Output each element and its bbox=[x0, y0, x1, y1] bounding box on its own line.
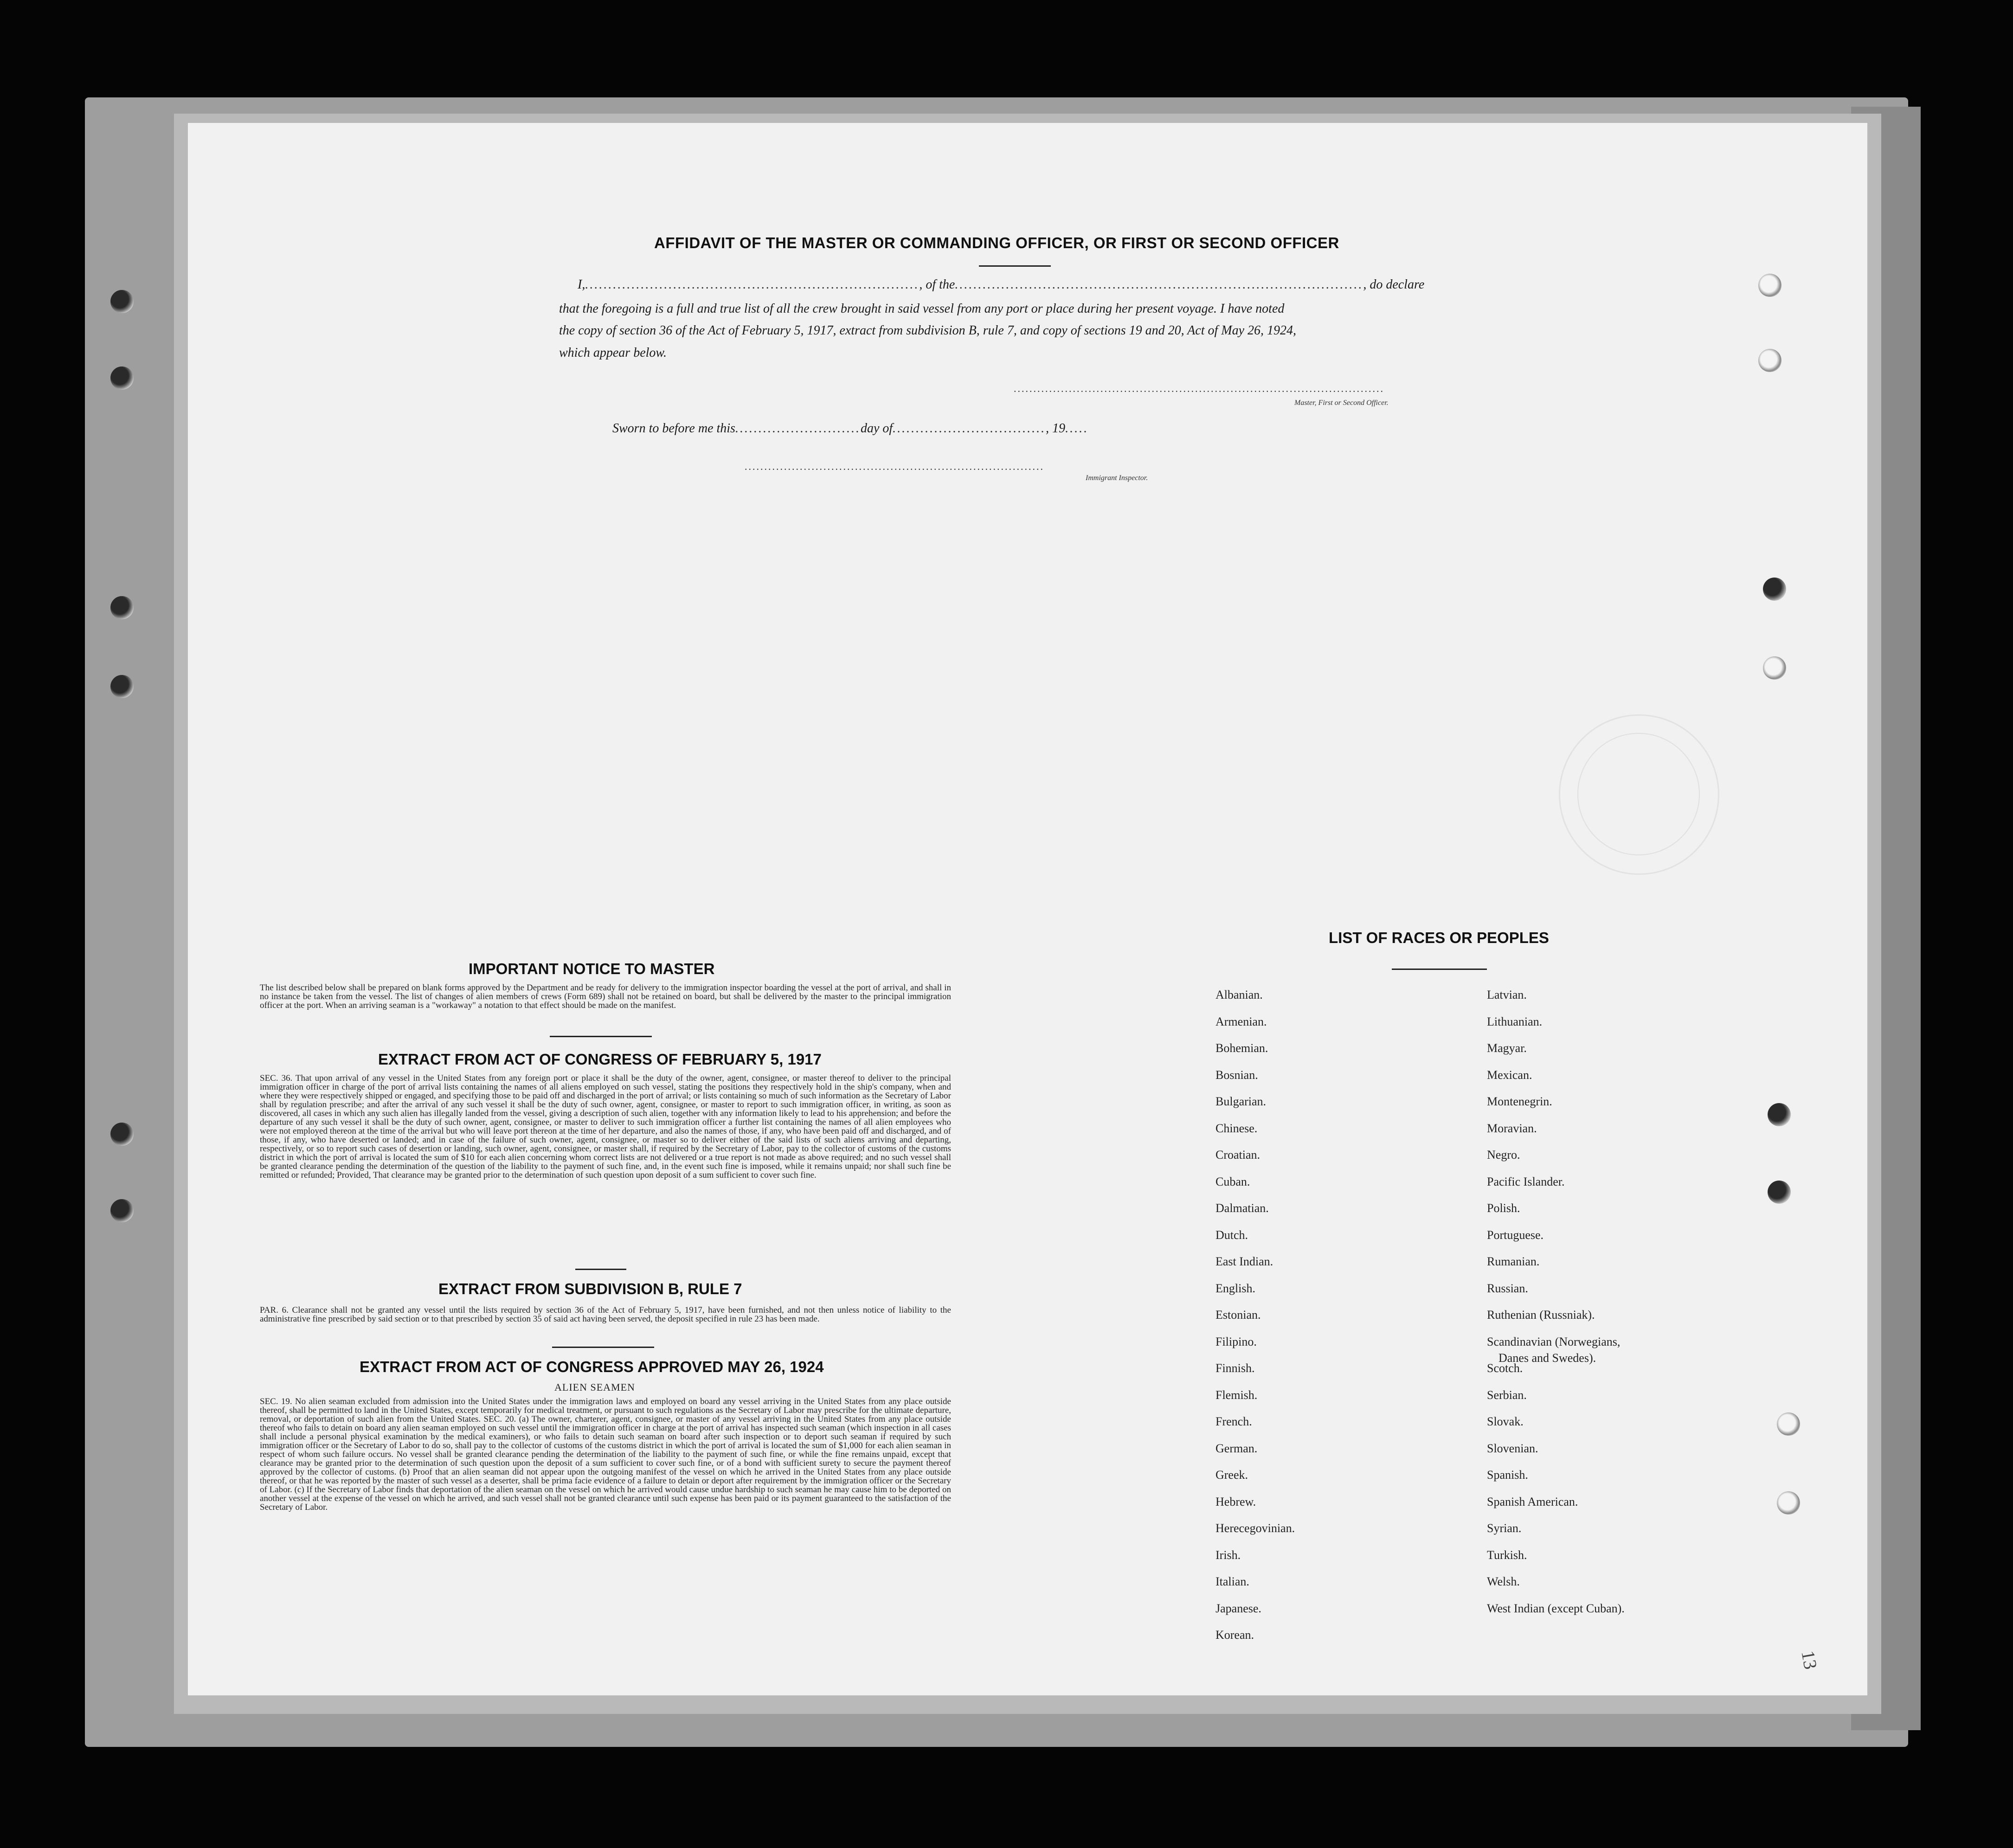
race-item-left: English. bbox=[1216, 1281, 1255, 1295]
race-item-right: Negro. bbox=[1487, 1148, 1520, 1161]
race-item-left: Herecegovinian. bbox=[1216, 1521, 1295, 1535]
punch-hole bbox=[1777, 1412, 1800, 1436]
master-signature-line: .............................................................................................. bbox=[1014, 383, 1384, 394]
extract-1924-subtitle: ALIEN SEAMEN bbox=[554, 1381, 635, 1393]
race-item-left: Estonian. bbox=[1216, 1308, 1261, 1322]
affidavit-declare-label: , do declare bbox=[1363, 277, 1425, 292]
master-caption: Master, First or Second Officer. bbox=[1294, 399, 1389, 407]
extract-1917-title: EXTRACT FROM ACT OF CONGRESS OF FEBRUARY 5, 1917 bbox=[378, 1051, 822, 1068]
races-title-rule bbox=[1392, 969, 1487, 970]
faint-seal-stamp-inner bbox=[1577, 733, 1700, 855]
punch-hole bbox=[1758, 274, 1781, 297]
race-item-right: Rumanian. bbox=[1487, 1255, 1540, 1268]
extract-1924-text: SEC. 19. No alien seaman excluded from admission into the United States under the immigration laws and employed on board any vessel arriving in the United States from any place outside thereof, shall be permitted to land in the United States, except temporarily for medical treatment, or pursuant to such regulations as the Secretary of Labor may prescribe for the ultimate departure, removal, or deportation of such alien from the United States. SEC. 20. (a) The owner, charterer, agent, consignee, or master of any vessel arriving in the United States from any place outside thereof who fails to detain on board any alien seaman employed on such vessel until the immigration officer in charge at the port of arrival has inspected such seaman (which inspection in all cases shall include a personal physical examination by the medical examiners), or who fails to detain such seaman on board after such inspection or to deport such seaman if required by such immigration officer or the Secretary of Labor to do so, shall pay to the collector of customs of the customs district in which the port of arrival is located the sum of $1,000 for each alien seaman in respect of whom such failure occurs. No vessel shall be granted clearance pending the determination of the liability to the payment of such fine, or while the fine remains unpaid, except that clearance may be granted prior to the determination of such question upon the deposit of a sum sufficient to cover such fine, or of a bond with sufficient surety to secure the payment thereof approved by the collector of customs. (b) Proof that an alien seaman did not appear upon the outgoing manifest of the vessel on which he arrived in the United States from any place outside thereof, or that he was reported by the master of such vessel as a deserter, shall be prima facie evidence of a failure to detain or deport after requirement by the immigration officer or the Secretary of Labor. (c) If the Secretary of Labor finds that deportation of the alien seaman on the vessel on which he arrived would cause undue hardship to such seaman he may cause him to be deported on another vessel at the expense of the vessel on which he arrived, and such vessel shall not be granted clearance until such expense has been paid or its payment guaranteed to the satisfaction of the Secretary of Labor. bbox=[260, 1397, 951, 1512]
punch-hole bbox=[1777, 1491, 1800, 1514]
binder-hole bbox=[110, 366, 134, 390]
affidavit-title: AFFIDAVIT OF THE MASTER OR COMMANDING OFFICER, OR FIRST OR SECOND OFFICER bbox=[654, 234, 1339, 251]
extract-1924-title: EXTRACT FROM ACT OF CONGRESS APPROVED MAY 26, 1924 bbox=[360, 1358, 824, 1375]
binder-hole bbox=[110, 1123, 134, 1146]
race-item-right: Scotch. bbox=[1487, 1361, 1523, 1375]
race-item-right: Mexican. bbox=[1487, 1068, 1532, 1082]
race-item-left: French. bbox=[1216, 1415, 1252, 1428]
inspector-caption: Immigrant Inspector. bbox=[1086, 474, 1148, 482]
notice-text: The list described below shall be prepared on blank forms approved by the Department and be ready for delivery to the immigration inspector boarding the vessel at the port of arrival, and shall in no instance be taken from the vessel. The list of changes of alien members of crews (Form 689) shall not be retained on board, but shall be delivered by the master to the principal immigration officer at the port. When an arriving seaman is a "workaway" a notation to that effect should be made on the manifest. bbox=[260, 983, 951, 1010]
race-item-left: Cuban. bbox=[1216, 1174, 1250, 1188]
race-item-left: Hebrew. bbox=[1216, 1495, 1256, 1508]
race-item-right: Danes and Swedes). bbox=[1498, 1351, 1596, 1365]
punch-hole bbox=[1763, 578, 1786, 601]
race-item-right: Magyar. bbox=[1487, 1041, 1527, 1055]
race-item-left: Bulgarian. bbox=[1216, 1095, 1267, 1108]
affidavit-line-3: the copy of section 36 of the Act of February 5, 1917, extract from subdivision B, rule 7, and copy of sections 19 and 20, Act of May 26, 1924, bbox=[559, 323, 1297, 338]
race-item-right: Scandinavian (Norwegians, bbox=[1487, 1335, 1621, 1348]
race-item-right: Spanish. bbox=[1487, 1468, 1528, 1482]
race-item-right: Polish. bbox=[1487, 1201, 1520, 1215]
race-item-left: Dutch. bbox=[1216, 1228, 1248, 1242]
race-item-right: Moravian. bbox=[1487, 1121, 1537, 1135]
notice-title: IMPORTANT NOTICE TO MASTER bbox=[469, 960, 715, 977]
race-item-right: Welsh. bbox=[1487, 1575, 1520, 1588]
race-item-left: Filipino. bbox=[1216, 1335, 1257, 1348]
sworn-month-blank: ................................. bbox=[893, 421, 1046, 436]
race-item-right: Russian. bbox=[1487, 1281, 1528, 1295]
punch-hole bbox=[1768, 1181, 1791, 1204]
name-dotted-blank: ........................................................................ bbox=[585, 277, 920, 292]
race-item-left: Albanian. bbox=[1216, 988, 1263, 1001]
race-item-right: Slovenian. bbox=[1487, 1441, 1538, 1455]
race-item-left: Chinese. bbox=[1216, 1121, 1258, 1135]
binder-hole bbox=[110, 290, 134, 313]
race-item-right: Syrian. bbox=[1487, 1521, 1522, 1535]
race-item-right: Slovak. bbox=[1487, 1415, 1524, 1428]
extract-1917-rule bbox=[575, 1269, 626, 1270]
sworn-year-label: , 19 bbox=[1046, 421, 1066, 436]
affidavit-of-the-label: , of the bbox=[919, 277, 955, 292]
extract-rule7-text: PAR. 6. Clearance shall not be granted any vessel until the lists required by section 36 of the Act of February 5, 1917, have been furnished, and not then unless notice of liability to the administrative fine prescribed by said section or to that prescribed by section 35 of said act having been served, the deposit specified in rule 23 has been made. bbox=[260, 1305, 951, 1324]
vessel-dotted-blank: ........................................................................................ bbox=[955, 277, 1363, 292]
race-item-right: Spanish American. bbox=[1487, 1495, 1578, 1508]
race-item-left: Flemish. bbox=[1216, 1388, 1258, 1402]
affidavit-title-rule bbox=[979, 265, 1051, 267]
punch-hole bbox=[1763, 656, 1786, 680]
race-item-left: Korean. bbox=[1216, 1628, 1254, 1642]
race-item-right: Montenegrin. bbox=[1487, 1095, 1552, 1108]
extract-rule7-rule bbox=[552, 1347, 654, 1348]
race-item-left: Irish. bbox=[1216, 1548, 1241, 1562]
extract-1917-text: SEC. 36. That upon arrival of any vessel in the United States from any foreign port or place it shall be the duty of the owner, agent, consignee, or master thereof to deliver to the principal immigration officer in charge of the port of arrival lists containing the names of all aliens employed on such vessel, stating the positions they respectively hold in the ship's company, when and where they were respectively shipped or engaged, and specifying those to be paid off and discharged in the port of arrival; or lists containing so much of such information as the Secretary of Labor shall by regulation prescribe; and after the arrival of any such vessel it shall be the duty of such owner, agent, consignee, or master to report to such immigration officer, in writing, as soon as discovered, all cases in which any such alien has illegally landed from the vessel, giving a description of such alien, together with any information likely to lead to his apprehension; and before the departure of any such vessel it shall be the duty of such owner, agent, consignee, or master to deliver to such immigration officer a further list containing the names of all alien employees who were not employed thereon at the time of the arrival but who will leave port thereon at the time of her departure, and also the names of those, if any, who have been paid off and discharged, and of those, if any, who have deserted or landed; and in case of the failure of such owner, agent, consignee, or master so to deliver either of the said lists of such aliens arriving and departing, respectively, or so to report such cases of desertion or landing, such owner, agent, consignee, or master shall, if required by the Secretary of Labor, pay to the collector of customs of the customs district in which the port of arrival is located the sum of $10 for each alien concerning whom correct lists are not delivered or a true report is not made as above required; and no such vessel shall be granted clearance pending the determination of the question of the liability to the payment of such fine, and, in the event such fine is imposed, while it remains unpaid; nor shall such fine be remitted or refunded; Provided, That clearance may be granted prior to the determination of such question upon deposit of a sum sufficient to cover such fine. bbox=[260, 1073, 951, 1180]
race-item-left: Armenian. bbox=[1216, 1014, 1267, 1028]
race-item-right: Serbian. bbox=[1487, 1388, 1527, 1402]
binder-hole bbox=[110, 675, 134, 698]
races-title: LIST OF RACES OR PEOPLES bbox=[1329, 929, 1549, 946]
inspector-signature-line: ............................................................................ bbox=[745, 461, 1044, 472]
affidavit-i-label: I, bbox=[578, 277, 585, 292]
race-item-right: Lithuanian. bbox=[1487, 1014, 1543, 1028]
sworn-line bbox=[612, 421, 1088, 436]
race-item-left: Bosnian. bbox=[1216, 1068, 1258, 1082]
race-item-left: Dalmatian. bbox=[1216, 1201, 1269, 1215]
sworn-day-blank: ........................... bbox=[735, 421, 861, 436]
race-item-left: Italian. bbox=[1216, 1575, 1249, 1588]
affidavit-line-2: that the foregoing is a full and true list of all the crew brought in said vessel from any port or place during her present voyage. I have noted bbox=[559, 302, 1285, 316]
race-item-right: Ruthenian (Russniak). bbox=[1487, 1308, 1595, 1322]
extract-rule7-title: EXTRACT FROM SUBDIVISION B, RULE 7 bbox=[438, 1280, 742, 1297]
race-item-left: Greek. bbox=[1216, 1468, 1248, 1482]
binder-hole bbox=[110, 596, 134, 619]
punch-hole bbox=[1758, 349, 1781, 372]
binder-hole bbox=[110, 1199, 134, 1222]
race-item-left: German. bbox=[1216, 1441, 1258, 1455]
race-item-left: Japanese. bbox=[1216, 1601, 1261, 1615]
race-item-right: West Indian (except Cuban). bbox=[1487, 1601, 1625, 1615]
affidavit-line-1 bbox=[578, 277, 1424, 292]
race-item-right: Turkish. bbox=[1487, 1548, 1527, 1562]
notice-rule bbox=[550, 1036, 652, 1037]
affidavit-line-4: which appear below. bbox=[559, 346, 667, 360]
race-item-left: Bohemian. bbox=[1216, 1041, 1268, 1055]
race-item-right: Portuguese. bbox=[1487, 1228, 1544, 1242]
race-item-right: Pacific Islander. bbox=[1487, 1174, 1565, 1188]
punch-hole bbox=[1768, 1103, 1791, 1126]
sworn-year-blank: ..... bbox=[1065, 421, 1089, 436]
sworn-label: Sworn to before me this bbox=[612, 421, 735, 436]
race-item-right: Latvian. bbox=[1487, 988, 1527, 1001]
race-item-left: East Indian. bbox=[1216, 1255, 1273, 1268]
race-item-left: Finnish. bbox=[1216, 1361, 1255, 1375]
race-item-left: Croatian. bbox=[1216, 1148, 1261, 1161]
handwritten-page-number: 13 bbox=[1797, 1649, 1821, 1671]
sworn-day-label: day of bbox=[860, 421, 893, 436]
